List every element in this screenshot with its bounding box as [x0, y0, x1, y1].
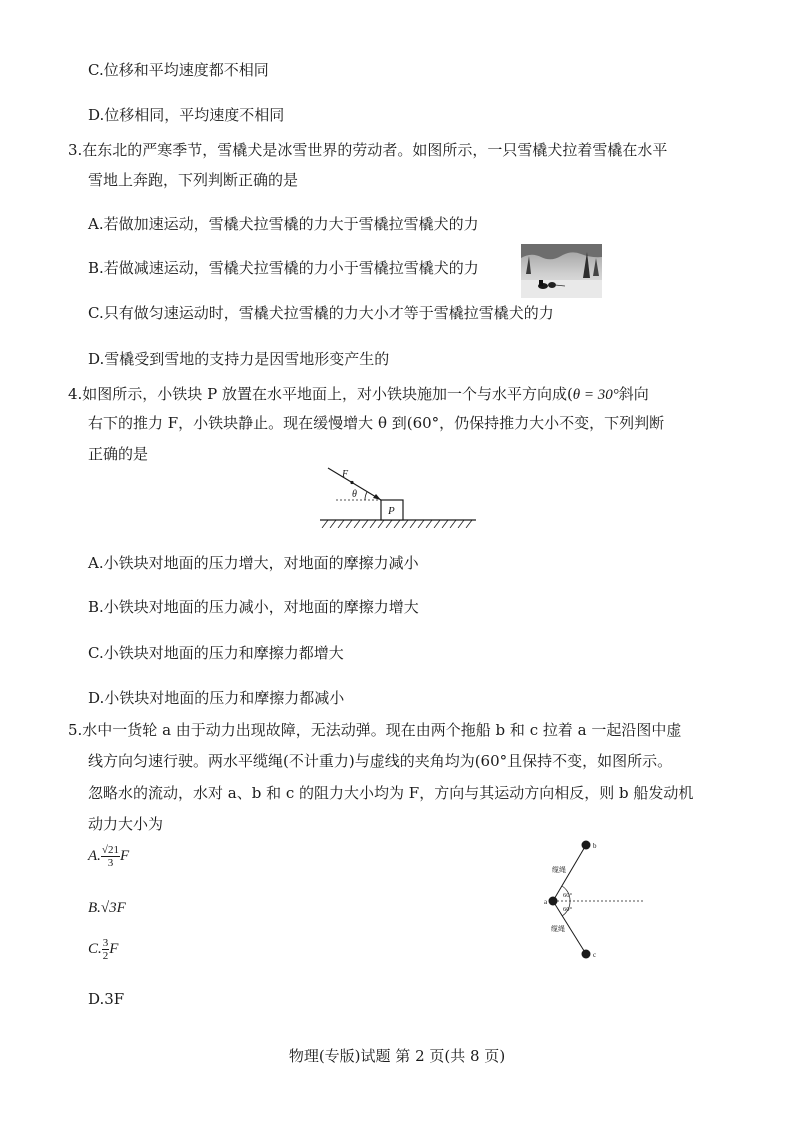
boat-b — [582, 841, 591, 850]
q5-option-a-denominator: 3 — [107, 857, 114, 870]
q5-option-c-prefix: C. — [88, 941, 102, 957]
q4-stem-line1a: 4.如图所示，小铁块 P 放置在水平地面上，对小铁块施加一个与水平方向成( — [68, 385, 573, 403]
q5-option-d: D.3F — [88, 990, 125, 1008]
q5-stem-line2: 线方向匀速行驶。两水平缆绳(不计重力)与虚线的夹角均为(60°且保持不变，如图所示。 — [88, 752, 673, 770]
label-a: a — [544, 898, 548, 906]
q5-stem-line1: 5.水中一货轮 a 由于动力出现故障，无法动弹。现在由两个拖船 b 和 c 拉着 a 一起沿图中虚 — [68, 721, 682, 739]
q4-option-a: A.小铁块对地面的压力增大，对地面的摩擦力减小 — [88, 554, 419, 572]
q4-stem-line2: 右下的推力 F，小铁块静止。现在缓慢增大 θ 到(60°，仍保持推力大小不变，下列判断 — [88, 414, 665, 432]
label-angle-bottom: 60° — [563, 906, 573, 913]
label-f: F — [342, 469, 349, 480]
label-angle-top: 60° — [563, 892, 573, 899]
q5-option-b: B.√3F — [88, 900, 126, 916]
q5-option-c — [88, 935, 118, 963]
sled-dog-photo — [521, 244, 602, 298]
q5-towing-diagram — [536, 838, 646, 964]
q5-option-c-denominator: 2 — [102, 950, 109, 963]
boat-c — [582, 950, 591, 959]
q5-option-a-prefix: A. — [88, 848, 101, 864]
q3-option-a: A.若做加速运动，雪橇犬拉雪橇的力大于雪橇拉雪橇犬的力 — [88, 215, 479, 233]
q3-option-b: B.若做减速运动，雪橇犬拉雪橇的力小于雪橇拉雪橇犬的力 — [88, 259, 479, 277]
q4-stem-line3: 正确的是 — [88, 445, 149, 463]
q4-force-diagram — [318, 463, 480, 528]
q3-stem-line1: 3.在东北的严寒季节，雪橇犬是冰雪世界的劳动者。如图所示，一只雪橇犬拉着雪橇在水平 — [68, 141, 668, 159]
label-b: b — [593, 842, 597, 850]
q5-option-c-numerator: 3 — [102, 937, 109, 950]
label-p: P — [388, 505, 395, 517]
q5-stem-line4: 动力大小为 — [88, 815, 164, 833]
q5-option-a-fraction — [101, 844, 120, 869]
q3-option-d: D.雪橇受到雪地的支持力是因雪地形变产生的 — [88, 350, 390, 368]
q5-option-a-var: F — [119, 848, 130, 864]
q5-stem-line3: 忽略水的流动，水对 a、b 和 c 的阻力大小均为 F，方向与其运动方向相反，则 b 船发动机 — [88, 784, 694, 802]
q5-option-c-var: F — [109, 941, 119, 957]
q4-option-b: B.小铁块对地面的压力减小，对地面的摩擦力增大 — [88, 598, 419, 616]
label-rope-bottom: 缆绳 — [551, 925, 565, 933]
label-rope-top: 缆绳 — [552, 866, 566, 874]
boat-a — [549, 897, 558, 906]
q2-option-d: D.位移相同，平均速度不相同 — [88, 106, 285, 124]
q2-option-c: C.位移和平均速度都不相同 — [88, 61, 269, 79]
q4-option-d: D.小铁块对地面的压力和摩擦力都减小 — [88, 689, 345, 707]
q3-option-c: C.只有做匀速运动时，雪橇犬拉雪橇的力大小才等于雪橇拉雪橇犬的力 — [88, 304, 554, 322]
page-footer: 物理(专版)试题 第 2 页(共 8 页) — [288, 1047, 506, 1065]
q5-option-a — [88, 842, 129, 870]
q4-stem-line1b: 斜向 — [618, 385, 649, 403]
q4-option-c: C.小铁块对地面的压力和摩擦力都增大 — [88, 644, 344, 662]
q4-stem-line1 — [68, 384, 649, 405]
q3-stem-line2: 雪地上奔跑，下列判断正确的是 — [88, 171, 299, 189]
q4-theta-math: θ = 30° — [572, 387, 619, 403]
label-c: c — [593, 951, 597, 959]
q5-option-a-numerator: √21 — [101, 844, 119, 857]
label-theta: θ — [352, 489, 357, 500]
